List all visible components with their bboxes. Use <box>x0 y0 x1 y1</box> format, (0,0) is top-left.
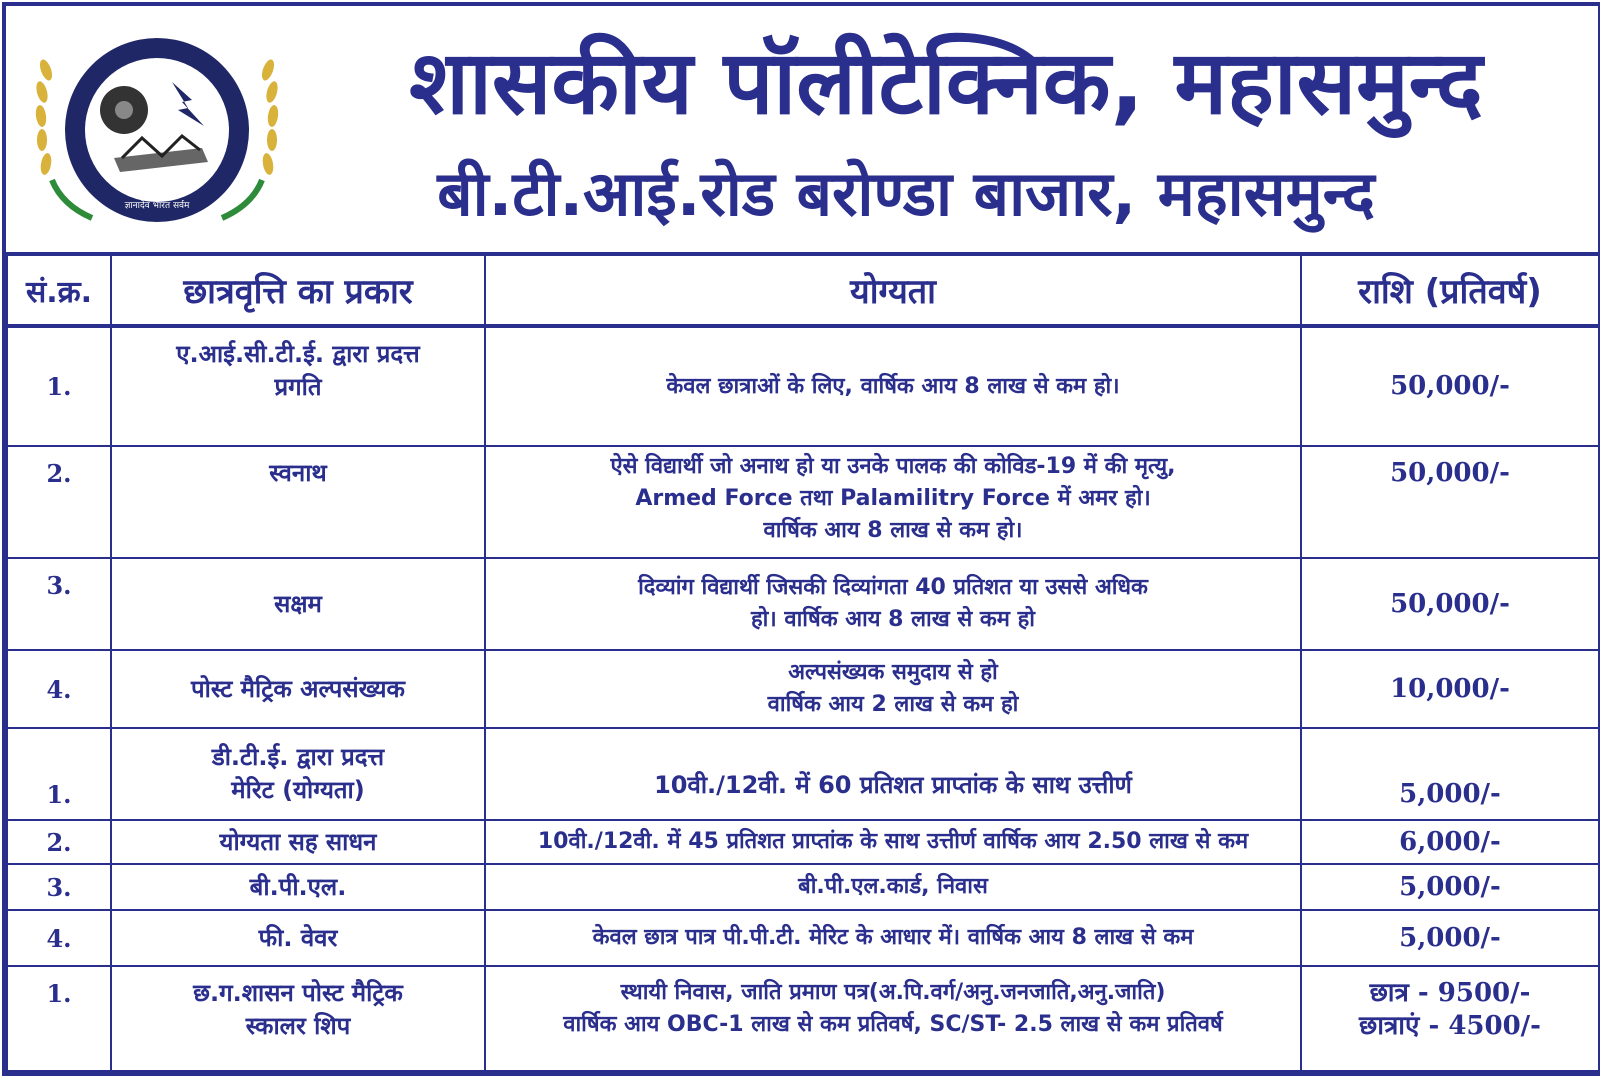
row-eligibility: स्थायी निवास, जाति प्रमाण पत्र(अ.पि.वर्ग/अनु.जनजाति,अनु.जाति) वार्षिक आय OBC-1 लाख से कम प्रतिवर्ष, SC/ST- 2.5 लाख से कम प्रतिवर्ष <box>485 966 1301 1071</box>
row-sno: 1. <box>7 728 111 820</box>
table-row <box>7 446 1599 558</box>
row-sno: 4. <box>7 650 111 728</box>
college-title: शासकीय पॉलीटेक्निक, महासमुन्द <box>409 31 1483 134</box>
row-eligibility: बी.पी.एल.कार्ड, निवास <box>485 864 1301 910</box>
row-eligibility: ऐसे विद्यार्थी जो अनाथ हो या उनके पालक की कोविड-19 में की मृत्यु, Armed Force तथा Palamilitry Force में अमर हो। वार्षिक आय 8 लाख से कम हो। <box>485 446 1301 558</box>
row-type: योग्यता सह साधन <box>111 820 485 864</box>
row-eligibility: केवल छात्राओं के लिए, वार्षिक आय 8 लाख से कम हो। <box>485 326 1301 446</box>
row-type: सक्षम <box>111 558 485 650</box>
header <box>6 6 1598 252</box>
row-sno: 2. <box>7 820 111 864</box>
col-header-amount: राशि (प्रतिवर्ष) <box>1301 254 1599 326</box>
row-amount: 50,000/- <box>1301 446 1599 558</box>
col-header-eligibility: योग्यता <box>485 254 1301 326</box>
svg-text:ज्ञानादेव भारत सर्वम: ज्ञानादेव भारत सर्वम <box>124 201 190 211</box>
row-sno: 3. <box>7 864 111 910</box>
row-amount: 50,000/- <box>1301 326 1599 446</box>
row-sno: 3. <box>7 558 111 650</box>
table-row <box>7 728 1599 820</box>
row-amount: 5,000/- <box>1301 910 1599 966</box>
row-type: ए.आई.सी.टी.ई. द्वारा प्रदत्त प्रगति <box>111 326 485 446</box>
row-type: स्वनाथ <box>111 446 485 558</box>
row-type: बी.पी.एल. <box>111 864 485 910</box>
poster-frame <box>2 2 1600 1076</box>
table-row <box>7 650 1599 728</box>
row-amount: 6,000/- <box>1301 820 1599 864</box>
college-logo <box>32 30 282 230</box>
table-row <box>7 558 1599 650</box>
row-amount: 5,000/- <box>1301 864 1599 910</box>
col-header-sno: सं.क्र. <box>7 254 111 326</box>
table-row <box>7 326 1599 446</box>
table-row <box>7 966 1599 1071</box>
table-row <box>7 820 1599 864</box>
row-sno: 4. <box>7 910 111 966</box>
col-header-type: छात्रवृत्ति का प्रकार <box>111 254 485 326</box>
row-eligibility: 10वी./12वी. में 60 प्रतिशत प्राप्तांक के साथ उत्तीर्ण <box>485 728 1301 820</box>
row-sno: 2. <box>7 446 111 558</box>
row-amount: छात्र - 9500/- छात्राएं - 4500/- <box>1301 966 1599 1071</box>
row-type: छ.ग.शासन पोस्ट मैट्रिक स्कालर शिप <box>111 966 485 1071</box>
row-sno: 1. <box>7 326 111 446</box>
row-eligibility: दिव्यांग विद्यार्थी जिसकी दिव्यांगता 40 प्रतिशत या उससे अधिक हो। वार्षिक आय 8 लाख से कम हो <box>485 558 1301 650</box>
row-amount: 10,000/- <box>1301 650 1599 728</box>
table-row <box>7 864 1599 910</box>
table-row <box>7 910 1599 966</box>
row-sno: 1. <box>7 966 111 1071</box>
row-type: डी.टी.ई. द्वारा प्रदत्त मेरिट (योग्यता) <box>111 728 485 820</box>
row-type: फी. वेवर <box>111 910 485 966</box>
row-type: पोस्ट मैट्रिक अल्पसंख्यक <box>111 650 485 728</box>
row-eligibility: अल्पसंख्यक समुदाय से हो वार्षिक आय 2 लाख से कम हो <box>485 650 1301 728</box>
row-eligibility: केवल छात्र पात्र पी.पी.टी. मेरिट के आधार में। वार्षिक आय 8 लाख से कम <box>485 910 1301 966</box>
row-eligibility: 10वी./12वी. में 45 प्रतिशत प्राप्तांक के साथ उत्तीर्ण वार्षिक आय 2.50 लाख से कम <box>485 820 1301 864</box>
table-header-row <box>7 254 1599 326</box>
row-amount: 5,000/- <box>1301 728 1599 820</box>
college-address: बी.टी.आई.रोड बरोण्डा बाजार, महासमुन्द <box>437 157 1375 230</box>
scholarship-table <box>6 252 1600 1072</box>
row-amount: 50,000/- <box>1301 558 1599 650</box>
